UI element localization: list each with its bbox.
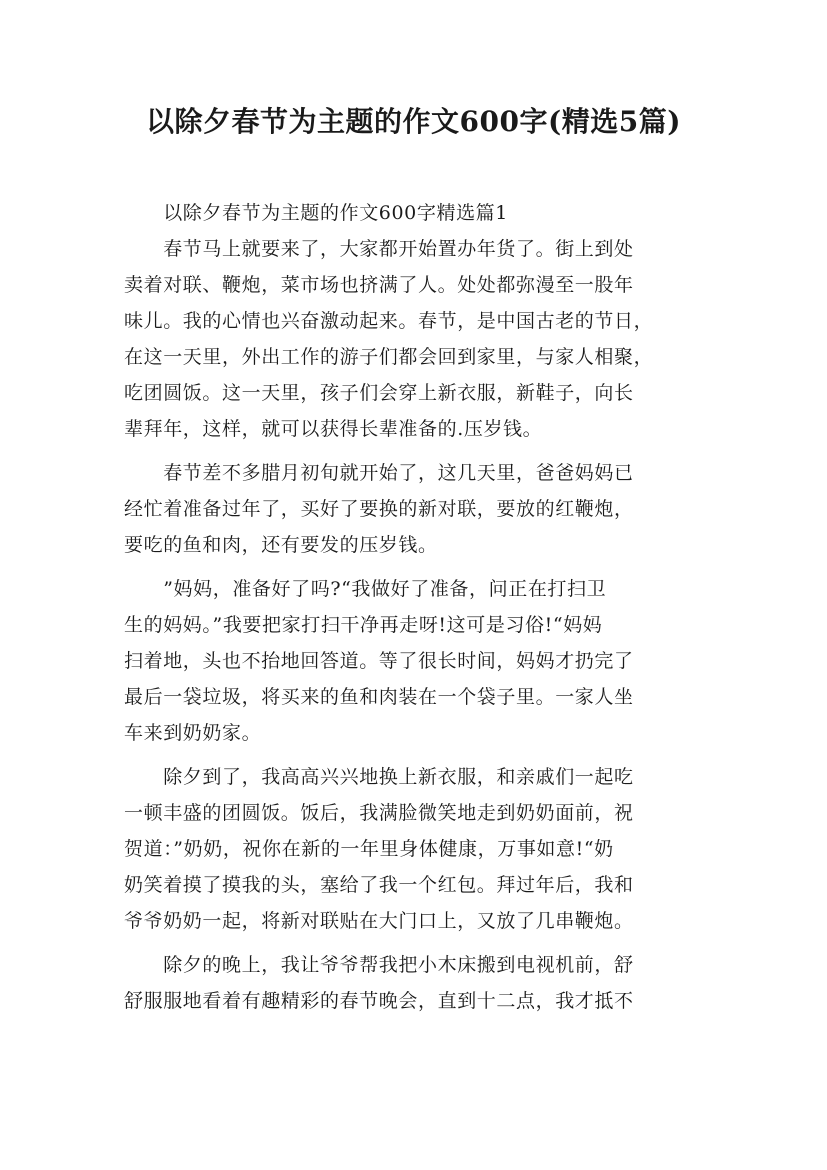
text-line: ”妈妈，准备好了吗?“我做好了准备，问正在打扫卫: [124, 578, 607, 600]
text-line: 要吃的鱼和肉，还有要发的压岁钱。: [124, 534, 438, 556]
text-line: 经忙着准备过年了，买好了要换的新对联，要放的红鞭炮，: [124, 498, 634, 520]
text-line: 辈拜年，这样，就可以获得长辈准备的.压岁钱。: [124, 418, 543, 440]
text-line: 在这一天里，外出工作的游子们都会回到家里，与家人相聚，: [124, 346, 654, 368]
text-line: 味儿。我的心情也兴奋激动起来。春节，是中国古老的节日，: [124, 310, 654, 332]
text-line: 除夕到了，我高高兴兴地换上新衣服，和亲戚们一起吃: [124, 766, 634, 788]
text-line: 扫着地，头也不抬地回答道。等了很长时间，妈妈才扔完了: [124, 650, 634, 672]
text-line: 舒服服地看着有趣精彩的春节晚会，直到十二点，我才抵不: [124, 990, 634, 1012]
text-line: 奶笑着摸了摸我的头，塞给了我一个红包。拜过年后，我和: [124, 874, 634, 896]
text-line: 一顿丰盛的团圆饭。饭后，我满脸微笑地走到奶奶面前，祝: [124, 802, 634, 824]
document-title: 以除夕春节为主题的作文600字(精选5篇): [146, 105, 681, 138]
essay-body: [124, 195, 714, 1019]
essay-subtitle: 以除夕春节为主题的作文600字精选篇1: [124, 202, 508, 224]
text-line: 最后一袋垃圾，将买来的鱼和肉装在一个袋子里。一家人坐: [124, 686, 634, 708]
text-line: 春节差不多腊月初旬就开始了，这几天里，爸爸妈妈已: [124, 462, 634, 484]
text-line: 除夕的晚上，我让爷爷帮我把小木床搬到电视机前，舒: [124, 954, 634, 976]
text-line: 卖着对联、鞭炮，菜市场也挤满了人。处处都弥漫至一股年: [124, 274, 634, 296]
text-line: 贺道：”奶奶，祝你在新的一年里身体健康，万事如意!“奶: [124, 838, 614, 860]
text-line: 车来到奶奶家。: [124, 722, 262, 744]
text-line: 生的妈妈。”我要把家打扫干净再走呀!这可是习俗!“妈妈: [124, 614, 603, 636]
text-line: 春节马上就要来了，大家都开始置办年货了。街上到处: [124, 238, 634, 260]
text-line: 吃团圆饭。这一天里，孩子们会穿上新衣服，新鞋子，向长: [124, 382, 634, 404]
text-line: 爷爷奶奶一起，将新对联贴在大门口上，又放了几串鞭炮。: [124, 910, 634, 932]
